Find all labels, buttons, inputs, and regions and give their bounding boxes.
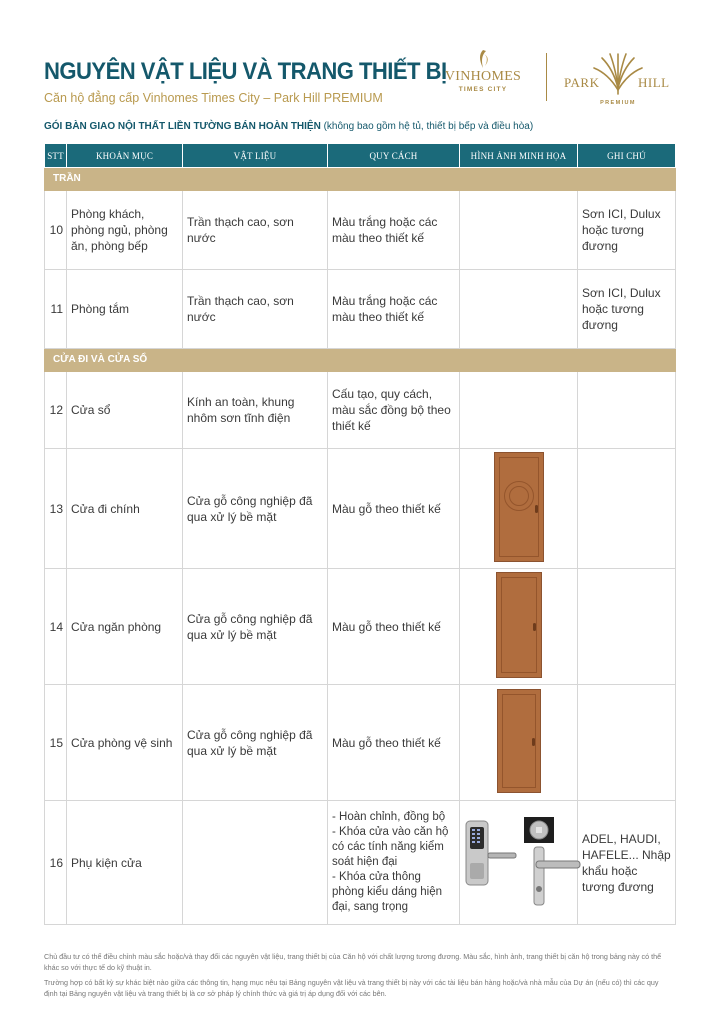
footnote-2: Trường hợp có bất kỳ sự khác biệt nào giữa các thông tin, hạng mục nêu tại Bảng nguyên vật liệu và trang thiết bị này với các tài liệu bán hàng hoặc/và nhà mẫu của Dự án (nếu có) thì các quy định tại Bảng nguyên vật liệu và trang thiết bị là cơ sở pháp lý chính thức và giá trị áp dụng đối với các bên. [44, 978, 659, 998]
door-locks-image [460, 813, 588, 909]
cell-note [578, 372, 676, 449]
vinhomes-submark: TIMES CITY [458, 86, 508, 93]
group-row [45, 349, 676, 372]
section-heading [44, 121, 533, 132]
cell-spec: Màu gỗ theo thiết kế [328, 449, 460, 569]
page-subtitle: Căn hộ đẳng cấp Vinhomes Times City – Park Hill PREMIUM [44, 91, 383, 105]
header-material: VẬT LIỆU [183, 144, 328, 168]
table-row [45, 801, 676, 925]
cell-spec: Màu trắng hoặc các màu theo thiết kế [328, 270, 460, 349]
table-row [45, 449, 676, 569]
cell-image [460, 449, 578, 569]
bathroom-door-image [497, 689, 541, 793]
group-label: TRẦN [45, 168, 676, 191]
cell-note: ADEL, HAUDI, HAFELE... Nhập khẩu hoặc tương đương [578, 801, 676, 925]
vinhomes-logo [441, 48, 525, 93]
cell-material: Kính an toàn, khung nhôm sơn tĩnh điện [183, 372, 328, 449]
cell-material: Cửa gỗ công nghiệp đã qua xử lý bề mặt [183, 569, 328, 685]
cell-item: Cửa ngăn phòng [67, 569, 183, 685]
table-row [45, 191, 676, 270]
cell-stt: 13 [45, 449, 67, 569]
cell-image [460, 191, 578, 270]
hill-wordmark: HILL [638, 75, 670, 90]
header-spec: QUY CÁCH [328, 144, 460, 168]
cell-stt: 16 [45, 801, 67, 925]
table-row [45, 270, 676, 349]
cell-material [183, 801, 328, 925]
footnote-1: Chủ đầu tư có thể điều chỉnh màu sắc hoặc/và thay đổi các nguyên vật liệu, trang thiết bị của Căn hộ với chất lượng tương đương. Màu sắc, hình ảnh, trang thiết bị căn hộ trong bảng này có thể khác so với thực tế do kỹ thuật in. [44, 952, 662, 972]
header-stt: STT [45, 144, 67, 168]
cell-note: Sơn ICI, Dulux hoặc tương đương [578, 270, 676, 349]
header-item: KHOẢN MỤC [67, 144, 183, 168]
table-header-row [45, 144, 676, 168]
cell-spec: Màu gỗ theo thiết kế [328, 569, 460, 685]
cell-image [460, 685, 578, 801]
room-door-image [496, 572, 542, 678]
table-row [45, 685, 676, 801]
park-wordmark: PARK [564, 75, 600, 90]
cell-note [578, 569, 676, 685]
cell-material: Cửa gỗ công nghiệp đã qua xử lý bề mặt [183, 685, 328, 801]
logo-divider [546, 53, 547, 101]
cell-item: Cửa đi chính [67, 449, 183, 569]
cell-material: Cửa gỗ công nghiệp đã qua xử lý bề mặt [183, 449, 328, 569]
table-row [45, 372, 676, 449]
cell-image [460, 801, 578, 925]
header-image: HÌNH ẢNH MINH HỌA [460, 144, 578, 168]
cell-stt: 11 [45, 270, 67, 349]
main-door-image [494, 452, 544, 562]
materials-table [44, 143, 676, 925]
cell-image [460, 270, 578, 349]
cell-note: Sơn ICI, Dulux hoặc tương đương [578, 191, 676, 270]
cell-image [460, 372, 578, 449]
cell-stt: 14 [45, 569, 67, 685]
group-row [45, 168, 676, 191]
section-heading-bold: GÓI BÀN GIAO NỘI THẤT LIỀN TƯỜNG BÁN HOÀN THIỆN [44, 121, 321, 132]
cell-stt: 10 [45, 191, 67, 270]
header-note: GHI CHÚ [578, 144, 676, 168]
cell-image [460, 569, 578, 685]
cell-item: Cửa phòng vệ sinh [67, 685, 183, 801]
page-title: NGUYÊN VẬT LIỆU VÀ TRANG THIẾT BỊ [44, 58, 447, 85]
cell-spec: Màu gỗ theo thiết kế [328, 685, 460, 801]
cell-item: Phòng khách, phòng ngủ, phòng ăn, phòng bếp [67, 191, 183, 270]
premium-submark: PREMIUM [600, 100, 636, 106]
cell-item: Phụ kiện cửa [67, 801, 183, 925]
cell-item: Phòng tắm [67, 270, 183, 349]
cell-material: Trần thạch cao, sơn nước [183, 191, 328, 270]
vinhomes-emblem-icon [472, 48, 494, 70]
group-label: CỬA ĐI VÀ CỬA SỔ [45, 349, 676, 372]
table-row [45, 569, 676, 685]
section-heading-note: (không bao gồm hệ tủ, thiết bị bếp và điều hòa) [320, 121, 534, 132]
cell-material: Trần thạch cao, sơn nước [183, 270, 328, 349]
cell-spec: Màu trắng hoặc các màu theo thiết kế [328, 191, 460, 270]
cell-item: Cửa sổ [67, 372, 183, 449]
cell-note [578, 685, 676, 801]
cell-spec: Cấu tạo, quy cách, màu sắc đồng bộ theo thiết kế [328, 372, 460, 449]
cell-spec: - Hoàn chỉnh, đồng bộ - Khóa cửa vào căn hộ có các tính năng kiểm soát hiện đại - Khóa cửa thông phòng kiểu dáng hiện đại, sang trọng [328, 801, 460, 925]
cell-stt: 12 [45, 372, 67, 449]
cell-stt: 15 [45, 685, 67, 801]
vinhomes-wordmark: VINHOMES [444, 69, 522, 84]
cell-note [578, 449, 676, 569]
